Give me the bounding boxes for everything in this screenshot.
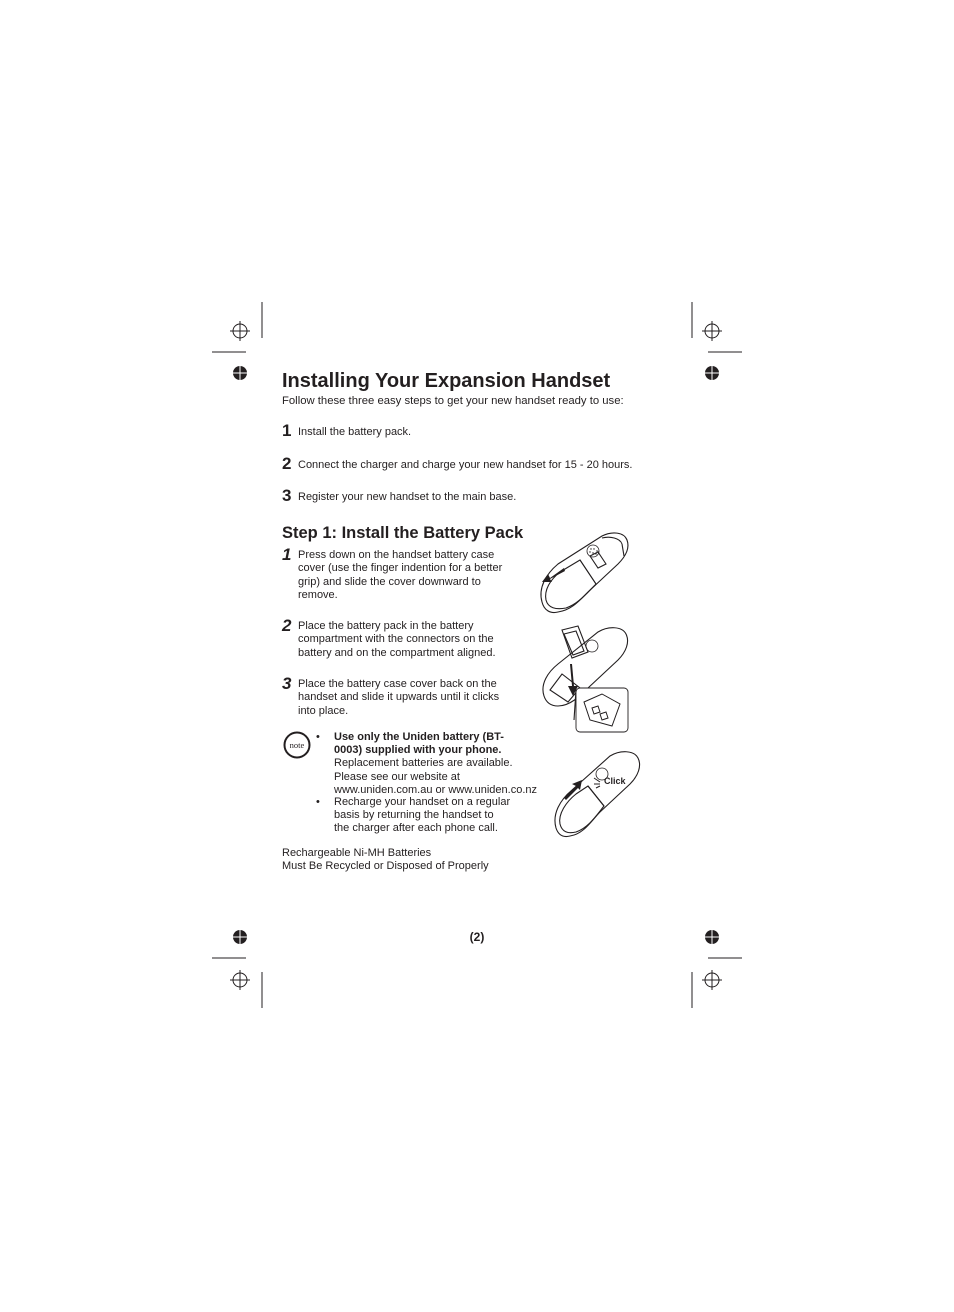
replace-cover-illustration: [550, 748, 642, 840]
section-title: Step 1: Install the Battery Pack: [282, 524, 524, 542]
recycling-notice-line: Rechargeable Ni-MH Batteries: [282, 847, 432, 859]
intro-text: Follow these three easy steps to get your new handset ready to use:: [282, 395, 624, 407]
battery-step-text: Place the battery pack in the battery compartment with the connectors on the battery and on the compartment aligned.: [298, 620, 496, 659]
page-number: (2): [469, 930, 485, 944]
click-label: Click: [604, 776, 626, 786]
recycling-notice-line: Must Be Recycled or Disposed of Properly: [282, 860, 489, 872]
remove-cover-illustration: [536, 530, 632, 616]
battery-step-number: 1: [282, 545, 292, 564]
battery-step-number: 3: [282, 674, 292, 693]
overview-step-number: 2: [282, 454, 292, 473]
page-title: Installing Your Expansion Handset: [282, 370, 611, 392]
overview-step-text: Install the battery pack.: [298, 426, 412, 438]
overview-step-text: Connect the charger and charge your new handset for 15 - 20 hours.: [298, 459, 633, 471]
svg-text:note: note: [289, 740, 305, 750]
bullet-dot: •: [316, 796, 320, 808]
note-icon: [283, 731, 311, 759]
overview-step-number: 1: [282, 421, 292, 440]
battery-step-text: Press down on the handset battery case cover (use the finger indention for a better grip) and slide the cover downward to remove.: [298, 549, 503, 602]
battery-step-text: Place the battery case cover back on the handset and slide it upwards until it clicks into place.: [298, 678, 500, 717]
bullet-dot: •: [316, 731, 320, 743]
note-bullet-1: Use only the Uniden battery (BT- 0003) supplied with your phone. Replacement batteries are available. Please see our website at www.uniden.com.au or www.uniden.co.nz: [334, 731, 537, 796]
insert-battery-illustration: [540, 624, 632, 736]
overview-step-text: Register your new handset to the main base.: [298, 491, 517, 503]
battery-step-number: 2: [282, 616, 292, 635]
overview-step-number: 3: [282, 486, 292, 505]
note-bullet-2: Recharge your handset on a regular basis by returning the handset to the charger after each phone call.: [334, 796, 511, 835]
